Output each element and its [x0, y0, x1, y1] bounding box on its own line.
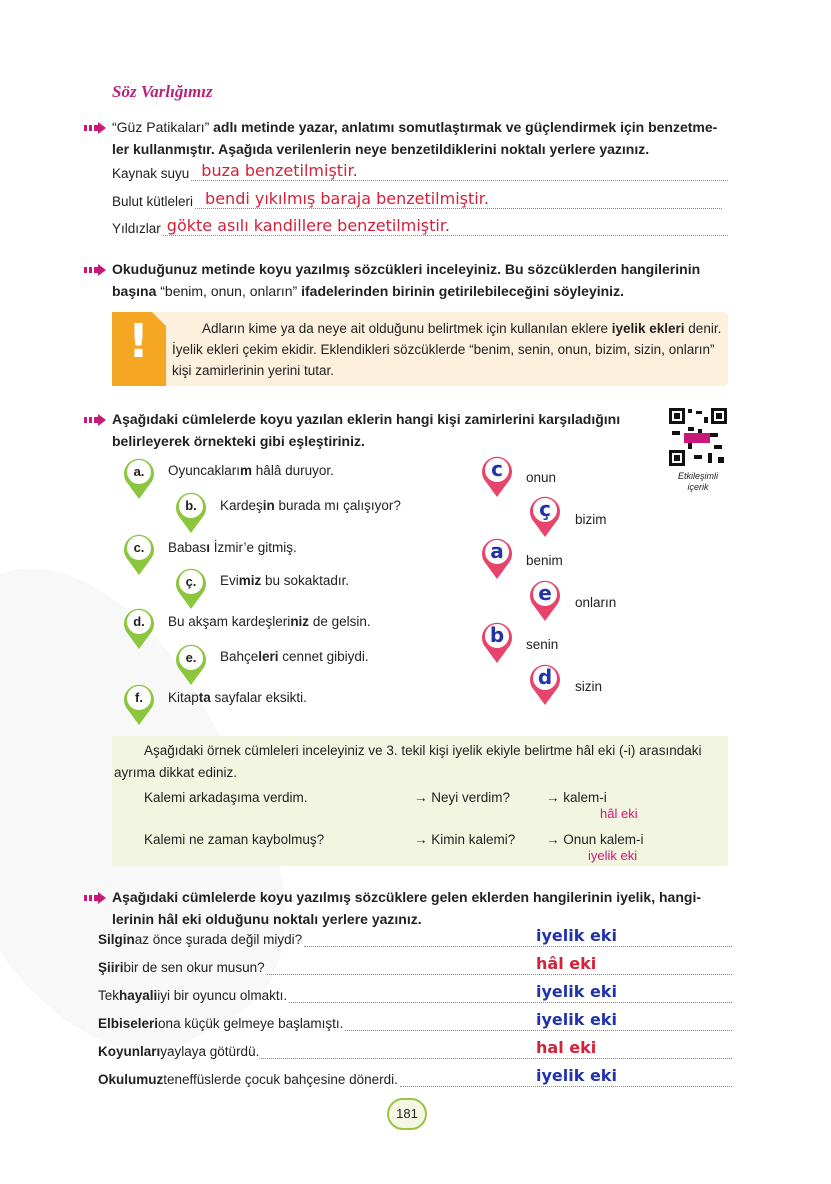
match-sentence: Bahçeleri cennet gibiydi.: [220, 649, 369, 664]
handwritten-answer: iyelik eki: [536, 1066, 617, 1085]
bullet-arrow-icon: [84, 892, 106, 904]
match-sentence: Kitapta sayfalar eksikti.: [168, 690, 307, 705]
example-question: → Neyi verdim?: [414, 790, 511, 805]
red-pin-marker: [480, 536, 514, 580]
q1-prompt: “Güz Patikaları” adlı metinde yazar, anlatımı somutlaştırmak ve güçlendirmek için benzetme- ler kullanmıştır. Aşağıda verilenlerin neye benzetildiklerini noktalı yerlere yazınız.: [112, 119, 718, 157]
pin-letter: f.: [135, 690, 143, 705]
q4-row: Elbiseleri ona küçük gelmeye başlamıştı. iyelik eki: [98, 1016, 732, 1031]
handwritten-mark: a: [490, 539, 504, 563]
handwritten-answer: buza benzetilmiştir.: [201, 161, 358, 180]
handwritten-mark: ç: [539, 497, 551, 521]
q4-row: Şiiri bir de sen okur musun? hâl eki: [98, 960, 732, 975]
handwritten-mark: e: [538, 581, 552, 605]
example-note: hâl eki: [600, 806, 638, 821]
q4-row: Tek hayali iyi bir oyuncu olmaktı. iyelik eki: [98, 988, 732, 1003]
example-question: → Kimin kalemi?: [414, 832, 516, 847]
q1-row: Kaynak suyu buza benzetilmiştir.: [112, 166, 728, 181]
qr-label: Etkileşimli içerik: [677, 471, 718, 492]
handwritten-answer: gökte asılı kandillere benzetilmiştir.: [166, 216, 451, 235]
qr-code-icon[interactable]: [668, 407, 728, 467]
q1-row: Yıldızlar gökte asılı kandillere benzetilmiştir.: [112, 221, 728, 236]
bullet-arrow-icon: [84, 414, 106, 426]
pin-letter: b.: [185, 498, 197, 513]
example-sentence: Kalemi arkadaşıma verdim.: [144, 790, 308, 805]
example-answer: → kalem-i: [546, 790, 607, 805]
q4-prompt: Aşağıdaki cümlelerde koyu yazılmış sözcüklere gelen eklerden hangilerinin iyelik, hangi- lerinin hâl eki olduğunu noktalı yerlere yazınız.: [112, 889, 701, 927]
match-sentence: Oyuncaklarım hâlâ duruyor.: [168, 463, 334, 478]
q1-row: Bulut kütleleri bendi yıkılmış baraja benzetilmiştir.: [112, 194, 722, 209]
page-number: 181: [387, 1098, 427, 1130]
match-sentence: Evimiz bu sokaktadır.: [220, 573, 350, 588]
bullet-arrow-icon: [84, 264, 106, 276]
pin-letter: c.: [133, 540, 145, 555]
handwritten-answer: iyelik eki: [536, 1010, 617, 1029]
green-pin-marker: [174, 642, 208, 686]
example-answer: → Onun kalem-i: [546, 832, 644, 847]
pronoun-label: bizim: [575, 512, 607, 527]
red-pin-marker: [528, 662, 562, 706]
green-pin-marker: [122, 456, 156, 500]
example-box: [112, 736, 728, 866]
green-pin-marker: [174, 566, 208, 610]
match-sentence: Bu akşam kardeşleriniz de gelsin.: [168, 614, 371, 629]
example-sentence: Kalemi ne zaman kaybolmuş?: [144, 832, 325, 847]
pronoun-label: onların: [575, 595, 617, 610]
handwritten-answer: iyelik eki: [536, 982, 617, 1001]
warning-icon: !: [112, 312, 166, 386]
match-sentence: Kardeşin burada mı çalışıyor?: [220, 498, 401, 513]
handwritten-answer: iyelik eki: [536, 926, 617, 945]
pin-letter: a.: [133, 464, 145, 479]
section-title: Söz Varlığımız: [112, 82, 213, 101]
q4-row: Koyunları yaylaya götürdü. hal eki: [98, 1044, 732, 1059]
pin-letter: d.: [133, 614, 145, 629]
green-pin-marker: [122, 606, 156, 650]
pin-letter: ç.: [185, 574, 197, 589]
pronoun-label: senin: [526, 637, 559, 652]
pronoun-label: onun: [526, 470, 557, 485]
red-pin-marker: [528, 578, 562, 622]
info-text: Adların kime ya da neye ait olduğunu belirtmek için kullanılan eklere iyelik ekleri denir. İyelik ekleri çekim ekidir. Eklendikleri sözcüklerde “benim, senin, onun, bizim, sizin, onların” kişi zamirlerinin yerini tutar.: [172, 321, 722, 378]
green-pin-marker: [122, 682, 156, 726]
example-text: Aşağıdaki örnek cümleleri inceleyiniz ve 3. tekil kişi iyelik ekiyle belirtme hâl eki (-i) arasındaki ayrıma dikkat ediniz.: [114, 743, 702, 780]
q4-row: Silgin az önce şurada değil miydi? iyelik eki: [98, 932, 732, 947]
handwritten-answer: bendi yıkılmış baraja benzetilmiştir.: [205, 189, 489, 208]
bullet-arrow-icon: [84, 122, 106, 134]
red-pin-marker: [528, 494, 562, 538]
red-pin-marker: [480, 620, 514, 664]
q3-prompt: Aşağıdaki cümlelerde koyu yazılan eklerin hangi kişi zamirlerini karşıladığını belirleyerek örnekteki gibi eşleştiriniz.: [112, 411, 621, 449]
handwritten-answer: hâl eki: [536, 954, 597, 973]
match-sentence: Babası İzmir’e gitmiş.: [168, 540, 297, 555]
red-pin-marker: [480, 454, 514, 498]
handwritten-mark: c: [491, 457, 503, 481]
info-box: [112, 312, 728, 386]
handwritten-mark: b: [489, 623, 505, 647]
pronoun-label: sizin: [575, 679, 603, 694]
q2-prompt: Okuduğunuz metinde koyu yazılmış sözcükleri inceleyiniz. Bu sözcüklerden hangilerinin başına “benim, onun, onların” ifadelerinden birinin getirilebileceğini söyleyiniz.: [112, 261, 701, 299]
example-note: iyelik eki: [588, 848, 638, 863]
pin-letter: e.: [185, 650, 197, 665]
green-pin-marker: [122, 532, 156, 576]
green-pin-marker: [174, 490, 208, 534]
handwritten-answer: hal eki: [536, 1038, 597, 1057]
handwritten-mark: d: [537, 665, 553, 689]
pronoun-label: benim: [526, 553, 563, 568]
q4-row: Okulumuz teneffüslerde çocuk bahçesine dönerdi. iyelik eki: [98, 1072, 732, 1087]
